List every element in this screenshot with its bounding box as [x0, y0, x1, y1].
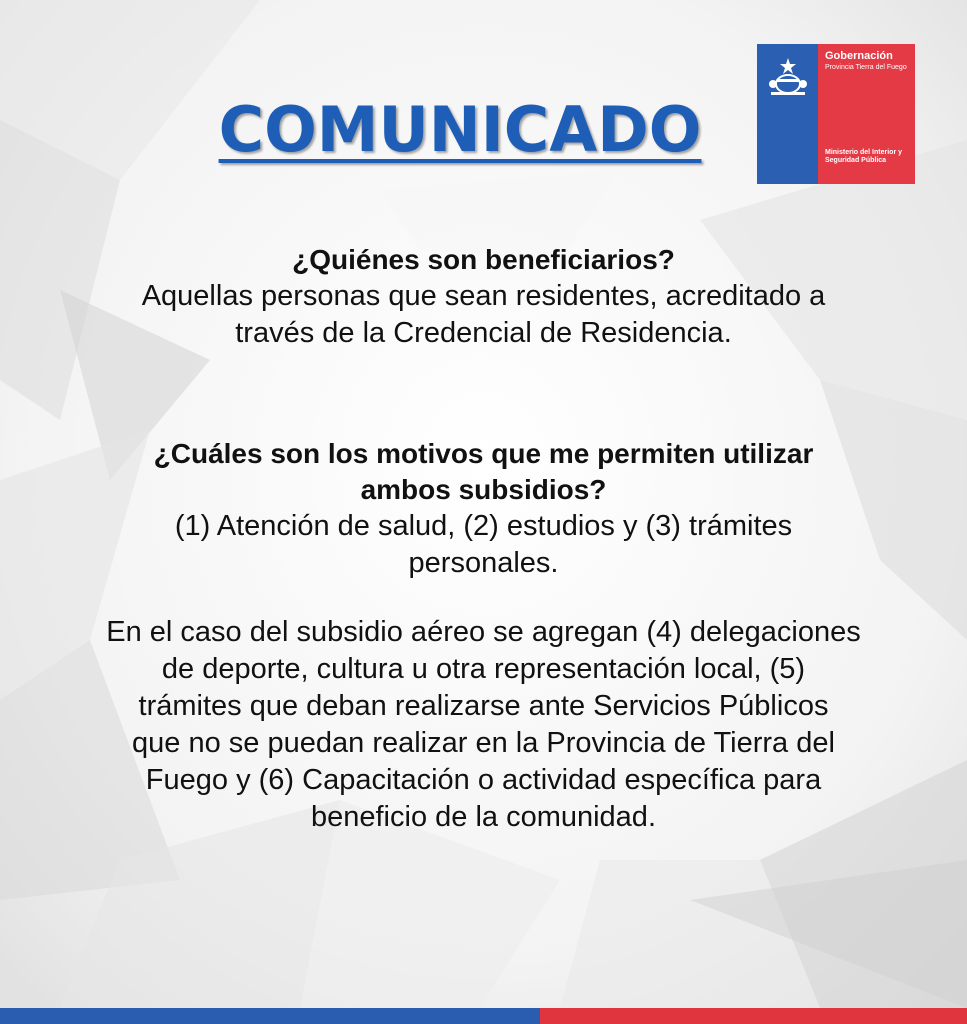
- paragraph-line: En el caso del subsidio aéreo se agregan (4) delegaciones: [106, 616, 861, 648]
- page-title: COMUNICADO: [218, 93, 702, 166]
- logo-blue-panel: [757, 44, 818, 184]
- logo-province: Provincia Tierra del Fuego: [825, 64, 907, 71]
- footer-red-segment: [540, 1008, 967, 1024]
- footer-blue-segment: [0, 1008, 540, 1024]
- logo-red-panel: [818, 44, 915, 184]
- government-logo: [757, 44, 915, 184]
- paragraph-line: que no se puedan realizar en la Provincia de Tierra del: [132, 727, 835, 759]
- section-air-subsidy: [20, 614, 947, 836]
- question-heading: ambos subsidios?: [360, 474, 607, 505]
- answer-line: Aquellas personas que sean residentes, acreditado a: [141, 280, 826, 312]
- answer-line: través de la Credencial de Residencia.: [235, 317, 732, 349]
- paragraph-line: Fuego y (6) Capacitación o actividad específica para: [145, 764, 822, 796]
- logo-organization: Gobernación: [825, 50, 893, 62]
- footer-color-bar: [0, 1008, 967, 1024]
- chile-coat-of-arms-icon: [765, 54, 811, 100]
- section-beneficiaries: [20, 242, 947, 352]
- paragraph-line: de deporte, cultura u otra representación local, (5): [161, 653, 806, 685]
- question-heading: ¿Quiénes son beneficiarios?: [292, 244, 675, 275]
- question-heading: ¿Cuáles son los motivos que me permiten utilizar: [153, 438, 814, 469]
- answer-line: personales.: [408, 547, 559, 579]
- section-reasons: [20, 436, 947, 582]
- paragraph-line: beneficio de la comunidad.: [310, 801, 656, 833]
- paragraph-line: trámites que deban realizarse ante Servicios Públicos: [138, 690, 829, 722]
- answer-line: (1) Atención de salud, (2) estudios y (3) trámites: [174, 510, 793, 542]
- logo-ministry: Ministerio del Interior y Seguridad Pública: [825, 149, 903, 165]
